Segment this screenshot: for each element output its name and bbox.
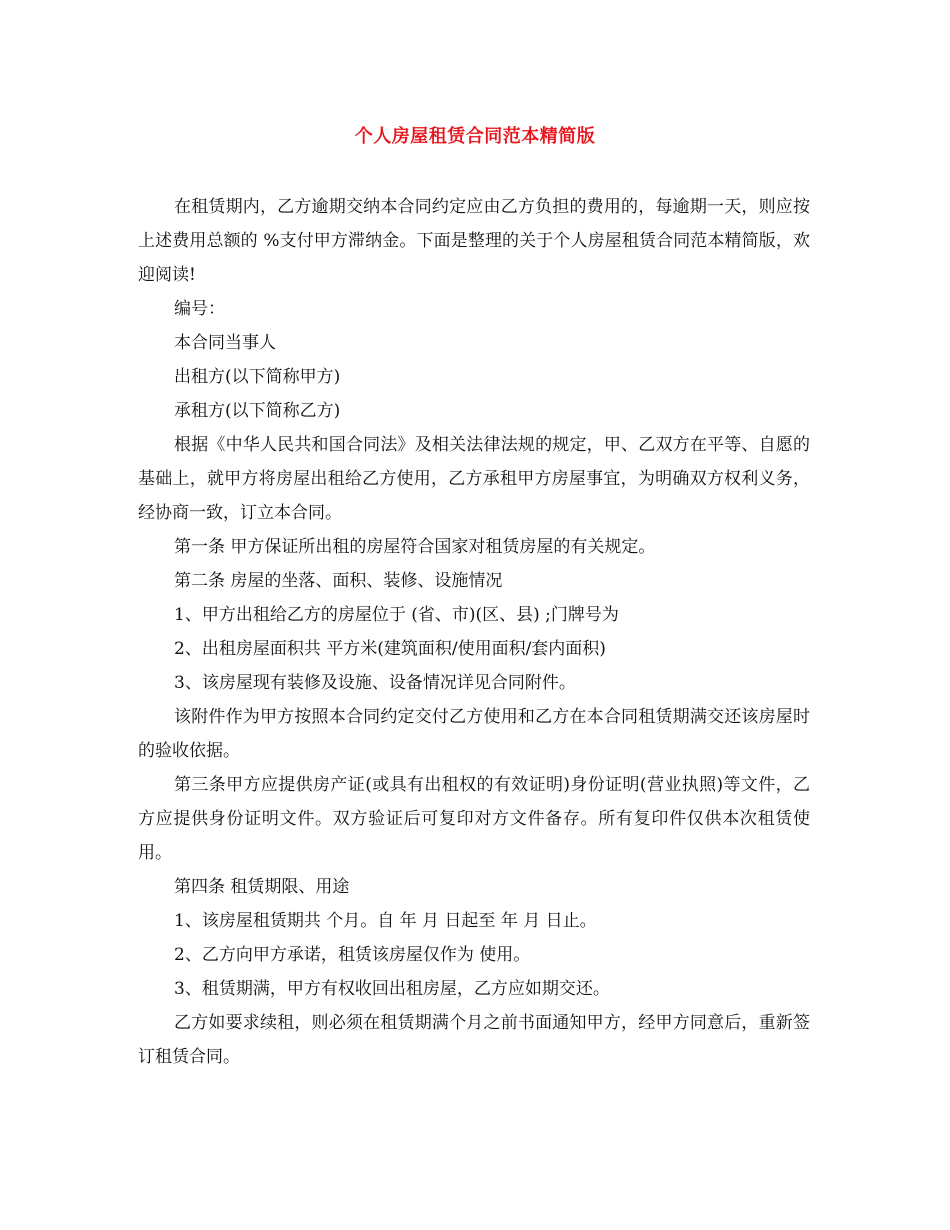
contract-number-line: 编号： (174, 299, 225, 319)
parties-heading: 本合同当事人 (174, 333, 276, 353)
article-1: 第一条 甲方保证所出租的房屋符合国家对租赁房屋的有关规定。 (174, 537, 656, 557)
article-2-item-1: 1、甲方出租给乙方的房屋位于 (省、市)(区、县) ;门牌号为 (174, 605, 619, 625)
article-2-item-3: 3、该房屋现有装修及设施、设备情况详见合同附件。 (174, 673, 576, 693)
document-body (138, 190, 810, 1074)
article-2-heading: 第二条 房屋的坐落、面积、装修、设施情况 (174, 571, 503, 591)
intro-paragraph: 在租赁期内，乙方逾期交纳本合同约定应由乙方负担的费用的，每逾期一天，则应按上述费用总额的 %支付甲方滞纳金。下面是整理的关于个人房屋租赁合同范本精简版，欢迎阅读! (138, 197, 810, 285)
article-4-item-3: 3、租赁期满，甲方有权收回出租房屋，乙方应如期交还。 (174, 979, 610, 999)
article-2-item-2: 2、出租房屋面积共 平方米(建筑面积/使用面积/套内面积) (174, 639, 606, 659)
article-3: 第三条甲方应提供房产证(或具有出租权的有效证明)身份证明(营业执照)等文件，乙方应提供身份证明文件。双方验证后可复印对方文件备存。所有复印件仅供本次租赁使用。 (138, 775, 810, 863)
lessor-line: 出租方(以下简称甲方) (174, 367, 341, 387)
lessee-line: 承租方(以下简称乙方) (174, 401, 341, 421)
attachment-note: 该附件作为甲方按照本合同约定交付乙方使用和乙方在本合同租赁期满交还该房屋时的验收依据。 (138, 707, 810, 761)
renewal-paragraph: 乙方如要求续租，则必须在租赁期满个月之前书面通知甲方，经甲方同意后，重新签订租赁合同。 (138, 1013, 810, 1067)
article-4-item-1: 1、该房屋租赁期共 个月。自 年 月 日起至 年 月 日止。 (174, 911, 597, 931)
preamble-paragraph: 根据《中华人民共和国合同法》及相关法律法规的规定，甲、乙双方在平等、自愿的基础上，就甲方将房屋出租给乙方使用，乙方承租甲方房屋事宜，为明确双方权利义务，经协商一致，订立本合同。 (138, 435, 810, 523)
article-4-item-2: 2、乙方向甲方承诺，租赁该房屋仅作为 使用。 (174, 945, 531, 965)
document-title: 个人房屋租赁合同范本精简版 (354, 126, 596, 147)
article-4-heading: 第四条 租赁期限、用途 (174, 877, 350, 897)
